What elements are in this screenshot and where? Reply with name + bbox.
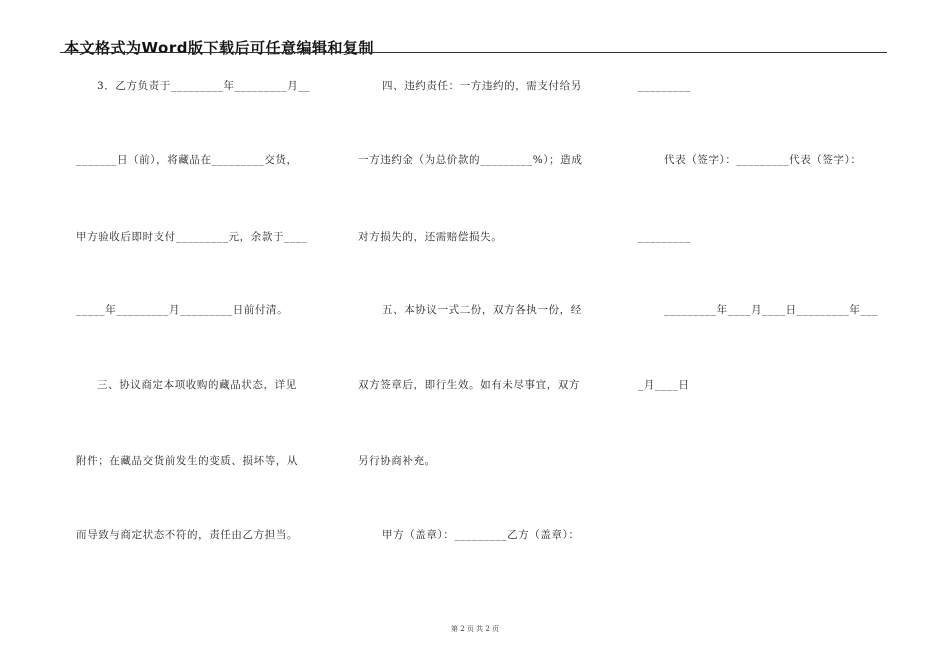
left-col-line-4: _____年_________月_________日前付清。: [76, 304, 289, 316]
left-col-line-5: 三、协议商定本项收购的藏品状态，详见: [97, 379, 297, 391]
left-col-line-7: 而导致与商定状态不符的，责任由乙方担当。: [76, 529, 298, 541]
right-col-line-2: 代表（签字）：_________代表（签字）：: [664, 154, 862, 166]
middle-col-line-1: 四、违约责任：一方违约的，需支付给另: [382, 80, 582, 92]
page-number-footer: 第 2 页 共 2 页: [450, 625, 500, 633]
right-col-line-4: _________年____月____日_________年___: [664, 304, 879, 316]
left-col-line-2: _______日（前），将藏品在_________交货，: [76, 154, 298, 166]
left-col-line-1: 3．乙方负责于_________年_________月__: [97, 80, 311, 92]
middle-col-line-7: 甲方（盖章）：_________乙方（盖章）：: [382, 529, 580, 541]
middle-col-line-2: 一方违约金（为总价款的_________%）；造成: [358, 154, 583, 166]
middle-col-line-4: 五、本协议一式二份，双方各执一份，经: [382, 304, 582, 316]
document-header-title: 本文格式为Word版下载后可任意编辑和复制: [64, 39, 374, 57]
left-col-line-6: 附件；在藏品交货前发生的变质、损坏等，从: [76, 455, 298, 467]
middle-col-line-3: 对方损失的，还需赔偿损失。: [358, 231, 503, 243]
left-col-line-3: 甲方验收后即时支付_________元，余款于____: [76, 231, 308, 243]
header-divider: [60, 52, 887, 53]
middle-col-line-6: 另行协商补充。: [358, 455, 436, 467]
middle-col-line-5: 双方签章后，即行生效。如有未尽事宜，双方: [358, 379, 580, 391]
right-col-line-5: _月____日: [638, 379, 690, 391]
right-col-line-3: _________: [638, 231, 691, 243]
right-col-line-1: _________: [638, 80, 691, 92]
